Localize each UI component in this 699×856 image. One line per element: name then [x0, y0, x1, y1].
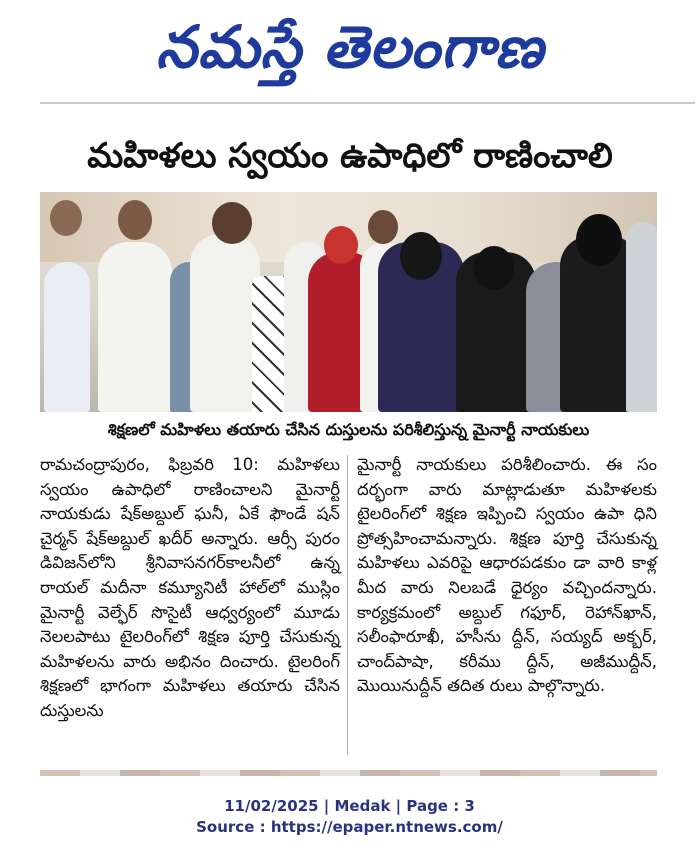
- photo-figure-head: [212, 202, 252, 244]
- source-link[interactable]: Source : https://epaper.ntnews.com/: [196, 818, 503, 836]
- column-divider: [347, 455, 348, 755]
- photo-figure-head: [576, 214, 622, 266]
- newspaper-logo: నమస్తే తెలంగాణ: [156, 13, 544, 81]
- photo-figure: [98, 242, 172, 412]
- masthead-divider: [40, 102, 695, 104]
- article-column-left: రామచంద్రాపురం, ఫిబ్రవరి 10: మహిళలు స్వయం ఉపాధిలో రాణించాలని మైనార్టీ నాయకుడు షేక్‌అబ్దుల్ ఘనీ, ఏకే ఫౌండే షన్ చైర్మన్ షేక్‌అబ్దుల్ ఖదీర్ అన్నారు. ఆర్సీ పురం డివిజన్‌లోని శ్రీనివాసనగర్‌కాలనీలో ఉన్న రాయల్ మదీనా కమ్యూనిటీ హాల్‌లో ముస్లిం మైనార్టీ వెల్ఫేర్ సొసైటీ ఆధ్వర్యంలో మూడు నెలలపాటు టైలరింగ్‌లో శిక్షణ పూర్తి చేసుకున్న మహిళలను వారు అభినం దించారు. టైలరింగ్ శిక్షణలో భాగంగా మహిళలు తయారు చేసిన దుస్తులను: [40, 455, 340, 720]
- photo-figure-head: [50, 200, 82, 236]
- photo-caption: శిక్షణలో మహిళలు తయారు చేసిన దుస్తులను పరిశీలిస్తున్న మైనార్టీ నాయకులు: [107, 420, 590, 439]
- photo-figure-head: [400, 232, 442, 280]
- photo-figure-head: [368, 210, 398, 244]
- photo-figure: [44, 262, 90, 412]
- photo-figure-head: [118, 200, 152, 240]
- edition-info: 11/02/2025 | Medak | Page : 3: [224, 797, 475, 815]
- article-photo: [40, 192, 657, 412]
- photo-figure: [626, 222, 657, 412]
- article-headline: మహిళలు స్వయం ఉపాధిలో రాణించాలి: [87, 136, 613, 176]
- photo-figure-head: [474, 246, 514, 290]
- next-photo-strip: [40, 770, 657, 776]
- masthead: [40, 4, 660, 90]
- photo-figure-head: [324, 226, 358, 264]
- article-column-right: మైనార్టీ నాయకులు పరిశీలించారు. ఈ సం దర్భంగా వారు మాట్లాడుతూ మహిళలకు టైలరింగ్‌లో శిక్షణ ఇప్పించి స్వయం ఉపా ధిని ప్రోత్సహించామన్నారు. శిక్షణ పూర్తి చేసుకున్న మహిళలు ఎవరిపై ఆధారపడకుం డా వారి కాళ్ల మీద వారు నిలబడే ధైర్యం వచ్చిందన్నారు. కార్యక్రమంలో అబ్దుల్ గఫూర్, రెహాన్‌ఖాన్, సలీంఫారూఖీ, హసీను ద్దీన్, సయ్యద్ అక్బర్, చాంద్‌పాషా, కరీము ద్దీన్, అజీముద్దీన్, మొయినుద్దీన్ తదిత రులు పాల్గొన్నారు.: [357, 455, 657, 696]
- photo-figure: [190, 234, 260, 412]
